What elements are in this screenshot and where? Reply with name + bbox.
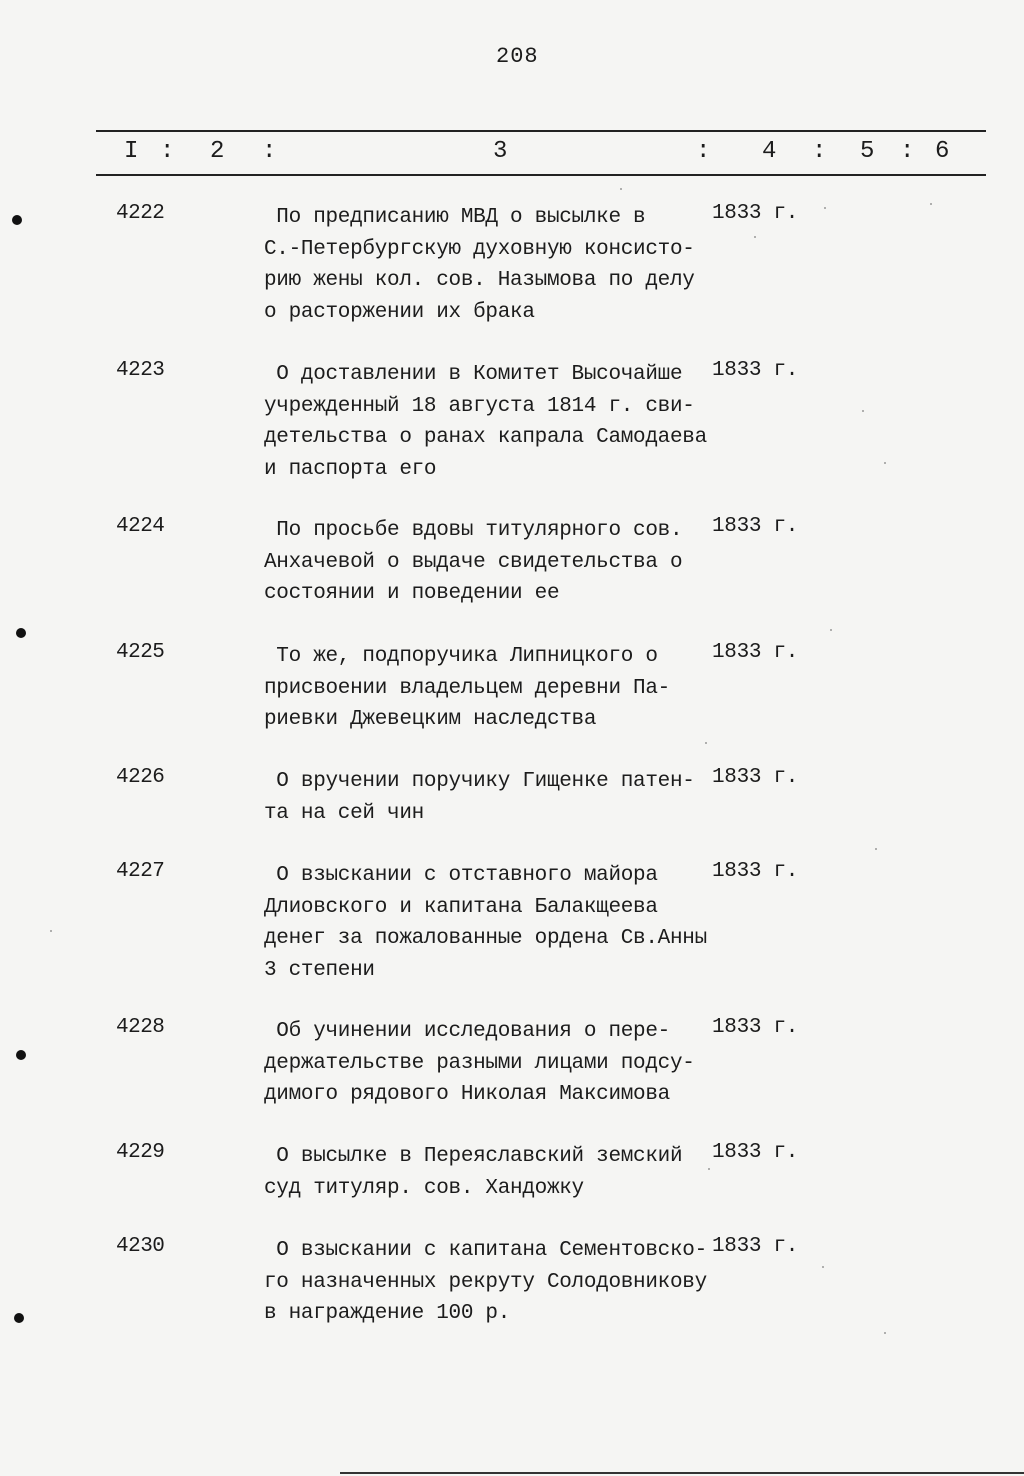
page-number: 208 [496, 44, 539, 69]
punch-hole-mark [14, 1313, 24, 1323]
entry-title-line: 3 степени [264, 958, 375, 982]
entry-title-line: детельства о ранах капрала Самодаева [264, 426, 707, 449]
entry-title-line: состоянии и поведении ее [264, 582, 560, 605]
entry-date: 1833 г. [712, 1016, 799, 1039]
entry-title-line: димого рядового Николая Максимова [264, 1083, 670, 1106]
entry-title [264, 1016, 695, 1111]
entry-title [264, 1235, 707, 1330]
punch-hole-mark [12, 215, 22, 225]
entry-title-line: Анхачевой о выдаче свидетельства о [264, 550, 683, 574]
entry-title [264, 766, 695, 829]
entry-title-line: С.-Петербургскую духовную консисто- [264, 237, 695, 261]
entry-title [264, 515, 682, 610]
entry-title-line: По просьбе вдовы титулярного сов. [264, 519, 683, 542]
entry-number: 4223 [116, 359, 165, 382]
entry-title [264, 359, 707, 485]
entry-date: 1833 г. [712, 860, 799, 883]
scan-speck [875, 848, 877, 850]
entry-title-line: суд титуляр. сов. Хандожку [264, 1176, 584, 1200]
entry-title-line: риевки Джевецким наследства [264, 708, 597, 731]
entry-title-line: учрежденный 18 августа 1814 г. сви- [264, 394, 695, 418]
scan-speck [708, 1168, 710, 1170]
punch-hole-mark [16, 1050, 26, 1060]
entry-date: 1833 г. [712, 359, 799, 382]
entry-title-line: присвоении владельцем деревни Па- [264, 676, 670, 700]
entry-title [264, 202, 695, 328]
page-bottom-rule [340, 1472, 1024, 1474]
entry-number: 4225 [116, 641, 165, 664]
entry-date: 1833 г. [712, 515, 799, 538]
column-separator: : [160, 138, 175, 165]
punch-hole-mark [16, 628, 26, 638]
scan-speck [930, 203, 932, 205]
scan-speck [822, 1266, 824, 1268]
scan-speck [884, 462, 886, 464]
entry-title-line: О вручении поручику Гищенке патен- [264, 770, 695, 793]
entry-title-line: та на сей чин [264, 801, 424, 825]
table-top-rule [96, 130, 986, 132]
scan-speck [754, 236, 756, 238]
entry-title-line: Длиовского и капитана Балакщеева [264, 895, 658, 919]
entry-title-line: О высылке в Переяславский земский [264, 1145, 683, 1168]
column-header-1: I [124, 138, 139, 165]
column-header-4: 4 [762, 138, 777, 165]
entry-number: 4222 [116, 202, 165, 225]
column-separator: : [812, 138, 827, 165]
entry-number: 4224 [116, 515, 165, 538]
column-separator: : [900, 138, 915, 165]
scan-speck [830, 629, 832, 631]
entry-title-line: держательстве разными лицами подсу- [264, 1051, 695, 1075]
scan-speck [824, 207, 826, 209]
entry-title-line: Об учинении исследования о пере- [264, 1020, 670, 1043]
scan-speck [884, 1332, 886, 1334]
scan-speck [705, 742, 707, 744]
entry-title-line: О взыскании с отставного майора [264, 864, 658, 887]
entry-date: 1833 г. [712, 1235, 799, 1258]
entry-title-line: О доставлении в Комитет Высочайше [264, 363, 683, 386]
entry-title [264, 1141, 682, 1204]
entry-date: 1833 г. [712, 641, 799, 664]
entry-number: 4230 [116, 1235, 165, 1258]
scan-speck [50, 930, 52, 932]
entry-date: 1833 г. [712, 1141, 799, 1164]
entry-number: 4227 [116, 860, 165, 883]
entry-title-line: денег за пожалованные ордена Св.Анны [264, 927, 707, 950]
column-separator: : [696, 138, 711, 165]
column-header-3: 3 [493, 138, 508, 165]
entry-number: 4226 [116, 766, 165, 789]
entry-title-line: рию жены кол. сов. Назымова по делу [264, 269, 695, 292]
entry-title [264, 641, 670, 736]
entry-number: 4229 [116, 1141, 165, 1164]
entry-title-line: в награждение 100 р. [264, 1302, 511, 1325]
entry-title-line: о расторжении их брака [264, 300, 535, 324]
entry-title-line: и паспорта его [264, 457, 437, 481]
column-separator: : [262, 138, 277, 165]
entry-date: 1833 г. [712, 766, 799, 789]
entry-title [264, 860, 707, 986]
entry-title-line: го назначенных рекруту Солодовникову [264, 1270, 707, 1294]
scan-speck [862, 410, 864, 412]
scan-speck [620, 188, 622, 190]
entry-title-line: О взыскании с капитана Сементовско- [264, 1239, 707, 1262]
entry-date: 1833 г. [712, 202, 799, 225]
column-header-6: 6 [935, 138, 950, 165]
entry-title-line: По предписанию МВД о высылке в [264, 206, 646, 229]
column-header-2: 2 [210, 138, 225, 165]
entry-title-line: То же, подпоручика Липницкого о [264, 645, 658, 668]
entry-number: 4228 [116, 1016, 165, 1039]
column-header-5: 5 [860, 138, 875, 165]
table-header-rule [96, 174, 986, 176]
